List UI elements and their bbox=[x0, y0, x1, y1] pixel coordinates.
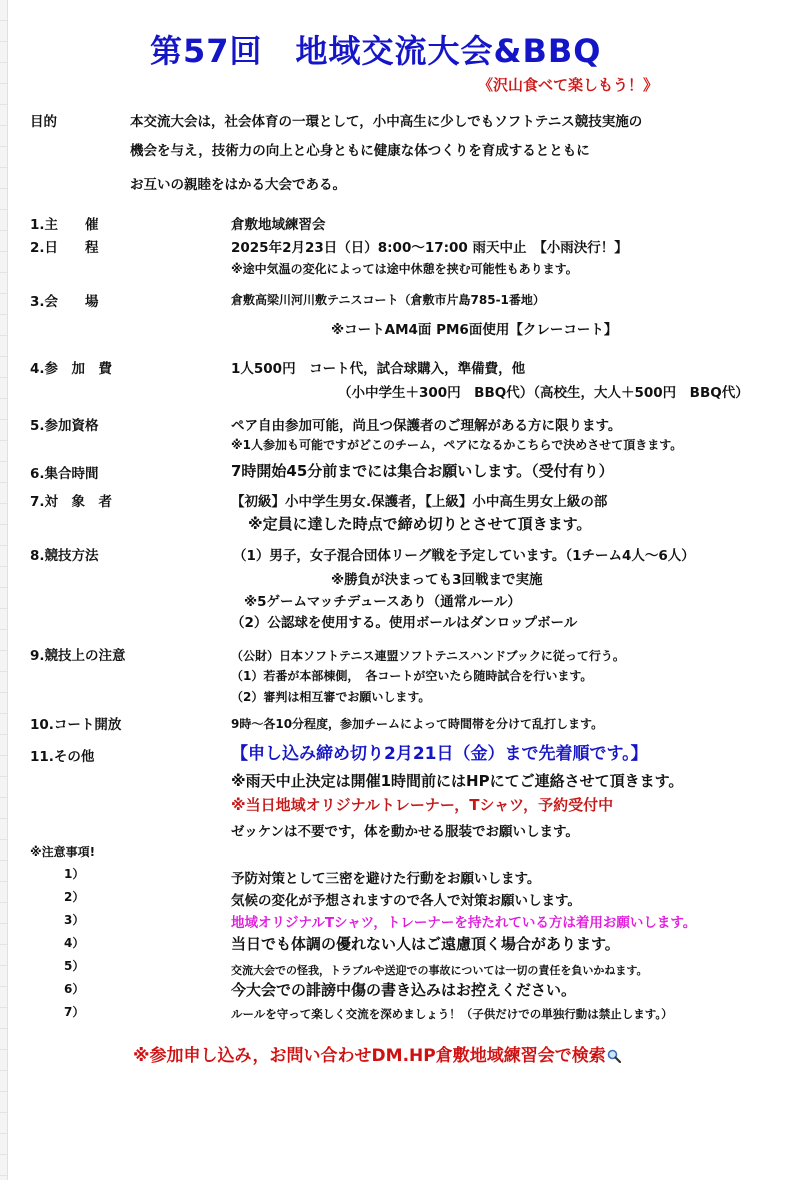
gutter-tick bbox=[0, 1175, 7, 1176]
gutter-tick bbox=[0, 20, 7, 21]
gutter-tick bbox=[0, 524, 7, 525]
section-label-method: 8.競技方法 bbox=[30, 548, 99, 564]
purpose-line: お互いの親睦をはかる大会である。 bbox=[130, 177, 346, 193]
gutter-tick bbox=[0, 755, 7, 756]
rain-notice: ※雨天中止決定は開催1時間前にはHPにてご連絡させて頂きます。 bbox=[231, 772, 684, 790]
court-open-value: 9時〜各10分程度，参加チームによって時間帯を分けて乱打します。 bbox=[231, 717, 604, 731]
gutter-tick bbox=[0, 1007, 7, 1008]
method-line: （1）男子，女子混合団体リーグ戦を予定しています。（1チーム4人〜6人） bbox=[233, 548, 695, 564]
gutter-tick bbox=[0, 965, 7, 966]
gutter-tick bbox=[0, 230, 7, 231]
deadline-notice: 【申し込み締め切り2月21日（金）まで先着順です。】 bbox=[231, 744, 648, 764]
section-label-other: 11.その他 bbox=[30, 749, 95, 765]
gutter-tick bbox=[0, 251, 7, 252]
gutter-tick bbox=[0, 503, 7, 504]
gutter-tick bbox=[0, 545, 7, 546]
note-number: 7） bbox=[64, 1005, 85, 1019]
note-text: 当日でも体調の優れない人はご遠慮頂く場合があります。 bbox=[231, 935, 620, 953]
gutter-tick bbox=[0, 818, 7, 819]
gutter-tick bbox=[0, 377, 7, 378]
gutter-tick bbox=[0, 713, 7, 714]
fee-value: 1人500円 コート代，試合球購入，準備費，他 bbox=[231, 361, 526, 377]
gutter-tick bbox=[0, 860, 7, 861]
gutter-tick bbox=[0, 1049, 7, 1050]
merch-notice: ※当日地域オリジナルトレーナー，Tシャツ，予約受付中 bbox=[231, 796, 614, 814]
note-text: 今大会での誹謗中傷の書き込みはお控えください。 bbox=[231, 981, 577, 999]
gutter-tick bbox=[0, 335, 7, 336]
gutter-tick bbox=[0, 1028, 7, 1029]
method-line: ※勝負が決まっても3回戦まで実施 bbox=[331, 572, 543, 588]
section-label-venue: 3.会 場 bbox=[30, 294, 99, 310]
gutter-tick bbox=[0, 1154, 7, 1155]
gutter-tick bbox=[0, 902, 7, 903]
gutter-tick bbox=[0, 482, 7, 483]
gutter-tick bbox=[0, 797, 7, 798]
caution-line: （2）審判は相互審でお願いします。 bbox=[231, 690, 431, 704]
caution-line: （1）若番が本部棟側， 各コートが空いたら随時試合を行います。 bbox=[231, 669, 593, 683]
venue-value: 倉敷高梁川河川敷テニスコート（倉敷市片島785-1番地） bbox=[231, 293, 545, 307]
purpose-label: 目的 bbox=[30, 114, 57, 130]
organizer-value: 倉敷地域練習会 bbox=[231, 217, 326, 233]
eligibility-note: ※1人参加も可能ですがどこのチーム，ペアになるかこちらで決めさせて頂きます。 bbox=[231, 438, 683, 452]
purpose-line: 本交流大会は，社会体育の一環として，小中高生に少しでもソフトテニス競技実施の bbox=[130, 114, 643, 130]
gutter-tick bbox=[0, 41, 7, 42]
gutter-tick bbox=[0, 671, 7, 672]
purpose-line: 機会を与え，技術力の向上と心身ともに健康な体つくりを育成するとともに bbox=[130, 143, 590, 159]
note-text: 気候の変化が予想されますので各人で対策お願いします。 bbox=[231, 893, 581, 909]
note-number: 6） bbox=[64, 982, 85, 996]
note-number: 5） bbox=[64, 959, 85, 973]
page-title: 第57回 地域交流大会&BBQ bbox=[150, 32, 602, 70]
notes-heading: ※注意事項! bbox=[30, 845, 96, 859]
search-icon bbox=[607, 1048, 620, 1061]
section-label-fee: 4.参 加 費 bbox=[30, 361, 113, 377]
gutter-tick bbox=[0, 944, 7, 945]
gutter-tick bbox=[0, 1133, 7, 1134]
gutter-tick bbox=[0, 692, 7, 693]
gutter-tick bbox=[0, 356, 7, 357]
schedule-value: 2025年2月23日（日）8:00〜17:00 雨天中止 【小雨決行！】 bbox=[231, 240, 628, 256]
note-number: 1） bbox=[64, 867, 85, 881]
section-label-eligibility: 5.参加資格 bbox=[30, 418, 99, 434]
eligibility-value: ペア自由参加可能，尚且つ保護者のご理解がある方に限ります。 bbox=[231, 418, 622, 434]
gutter-tick bbox=[0, 1091, 7, 1092]
gutter-tick bbox=[0, 125, 7, 126]
venue-note: ※コートAM4面 PM6面使用【クレーコート】 bbox=[331, 322, 618, 338]
footer-contact bbox=[133, 1041, 620, 1066]
assembly-value: 7時開始45分前までには集合お願いします。（受付有り） bbox=[231, 462, 614, 480]
target-note: ※定員に達した時点で締め切りとさせて頂きます。 bbox=[248, 515, 592, 533]
section-label-court-open: 10.コート開放 bbox=[30, 717, 122, 733]
gutter-tick bbox=[0, 272, 7, 273]
gutter-tick bbox=[0, 608, 7, 609]
spreadsheet-gutter bbox=[0, 0, 8, 1180]
gutter-tick bbox=[0, 629, 7, 630]
gutter-tick bbox=[0, 839, 7, 840]
section-label-target: 7.対 象 者 bbox=[30, 494, 113, 510]
gutter-tick bbox=[0, 881, 7, 882]
gutter-tick bbox=[0, 209, 7, 210]
gutter-tick bbox=[0, 650, 7, 651]
schedule-note: ※途中気温の変化によっては途中休憩を挟む可能性もあります。 bbox=[231, 262, 578, 276]
note-number: 4） bbox=[64, 936, 85, 950]
section-label-caution: 9.競技上の注意 bbox=[30, 648, 126, 664]
gutter-tick bbox=[0, 1112, 7, 1113]
method-line: （2）公認球を使用する。使用ボールはダンロップボール bbox=[231, 615, 578, 631]
gutter-tick bbox=[0, 419, 7, 420]
gutter-tick bbox=[0, 776, 7, 777]
method-line: ※5ゲームマッチデュースあり（通常ルール） bbox=[244, 594, 521, 610]
gutter-tick bbox=[0, 314, 7, 315]
gutter-tick bbox=[0, 461, 7, 462]
gutter-tick bbox=[0, 734, 7, 735]
gutter-tick bbox=[0, 566, 7, 567]
gutter-tick bbox=[0, 62, 7, 63]
gutter-tick bbox=[0, 188, 7, 189]
section-label-assembly: 6.集合時間 bbox=[30, 466, 99, 482]
target-value: 【初級】小中学生男女.保護者，【上級】小中高生男女上級の部 bbox=[231, 494, 608, 510]
note-number: 3） bbox=[64, 913, 85, 927]
fee-note: （小中学生＋300円 BBQ代）（高校生，大人＋500円 BBQ代） bbox=[338, 385, 749, 401]
gutter-tick bbox=[0, 167, 7, 168]
gutter-tick bbox=[0, 440, 7, 441]
section-label-organizer: 1.主 催 bbox=[30, 217, 99, 233]
gutter-tick bbox=[0, 293, 7, 294]
note-text-highlight: 地域オリジナルTシャツ，トレーナーを持たれている方は着用お願いします。 bbox=[231, 915, 697, 931]
gutter-tick bbox=[0, 104, 7, 105]
gutter-tick bbox=[0, 146, 7, 147]
gutter-tick bbox=[0, 83, 7, 84]
gutter-tick bbox=[0, 1070, 7, 1071]
gutter-tick bbox=[0, 398, 7, 399]
gutter-tick bbox=[0, 986, 7, 987]
footer-contact-text: ※参加申し込み，お問い合わせDM.HP倉敷地域練習会で検索 bbox=[133, 1046, 606, 1066]
caution-line: （公財）日本ソフトテニス連盟ソフトテニスハンドブックに従って行う。 bbox=[231, 649, 625, 663]
gutter-tick bbox=[0, 923, 7, 924]
gutter-tick bbox=[0, 587, 7, 588]
note-text: 交流大会での怪我，トラブルや送迎での事故については一切の責任を負いかねます。 bbox=[231, 964, 648, 977]
section-label-schedule: 2.日 程 bbox=[30, 240, 99, 256]
page-subtitle: 《沢山食べて楽しもう！》 bbox=[478, 76, 659, 94]
clothing-notice: ゼッケンは不要です，体を動かせる服装でお願いします。 bbox=[231, 824, 579, 840]
note-text: 予防対策として三密を避けた行動をお願いします。 bbox=[231, 871, 541, 887]
note-number: 2） bbox=[64, 890, 85, 904]
note-text: ルールを守って楽しく交流を深めましょう！（子供だけでの単独行動は禁止します。） bbox=[231, 1007, 673, 1021]
